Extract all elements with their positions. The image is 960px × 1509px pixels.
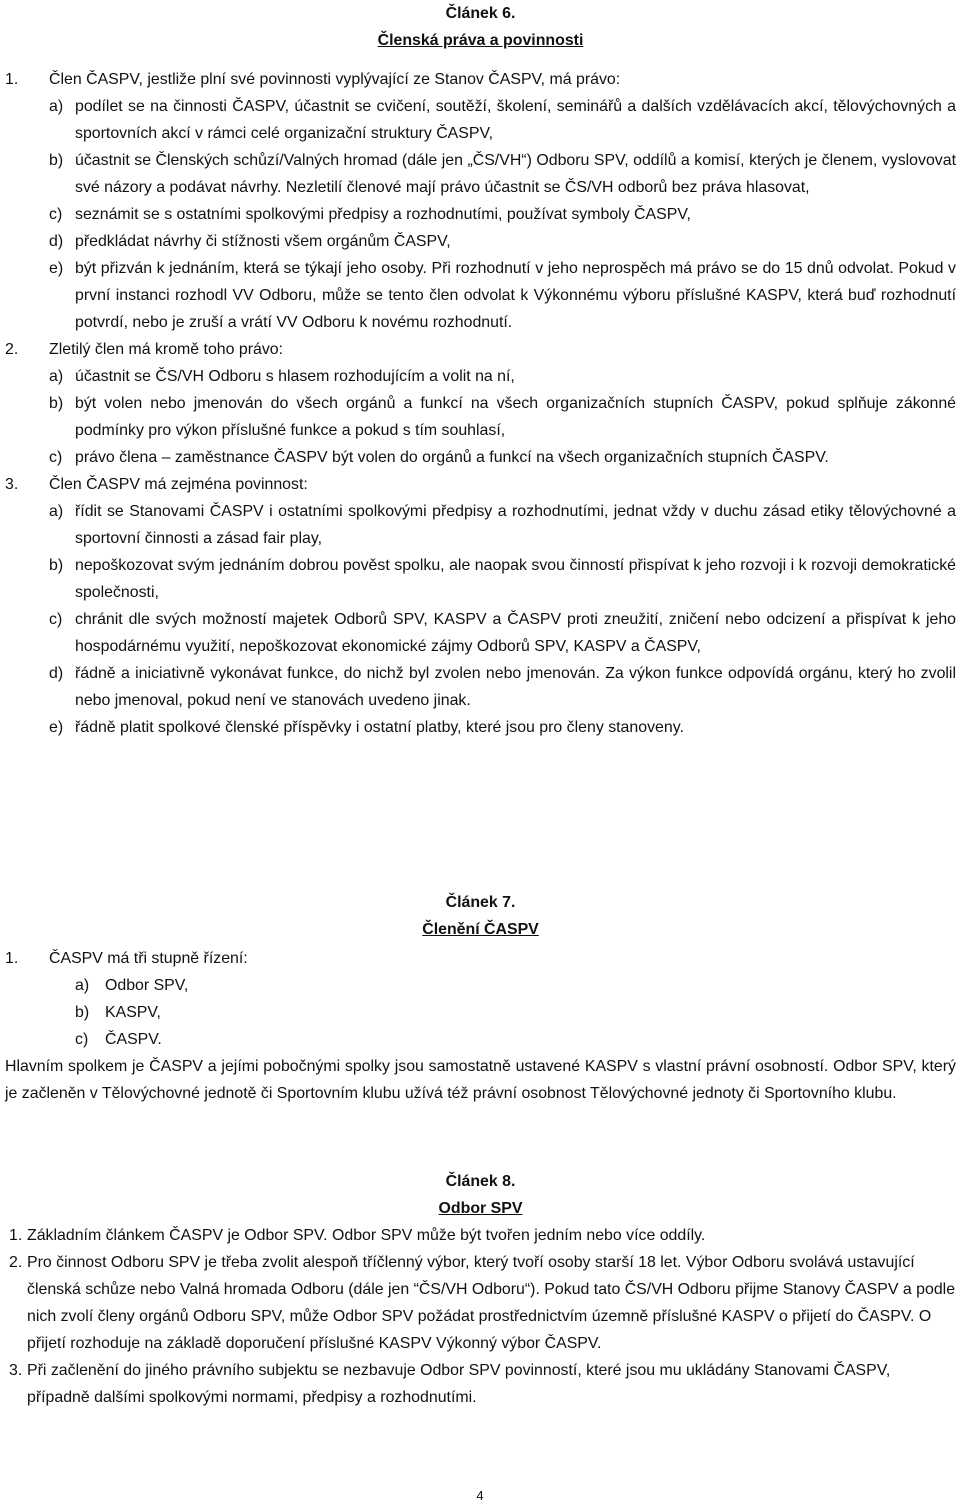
list-marker: c) — [49, 206, 63, 223]
a6-point-2-number: 2. — [5, 341, 19, 358]
list-marker: e) — [49, 719, 64, 736]
a7-paragraph: Hlavním spolkem je ČASPV a jejími pobočnými spolky jsou samostatně ustavené KASPV s vlastní právní osobností. Odbor SPV, který je začleněn v Tělovýchovné jednotě či Sportovním klubu užívá též právní osobnost Tělovýchovné jednoty či Sportovního klubu. — [5, 1058, 956, 1102]
list-marker: d) — [49, 665, 64, 682]
a6-p1-item-c — [5, 201, 956, 228]
page-number: 4 — [476, 1488, 484, 1503]
a6-p1-item-b — [5, 147, 956, 201]
article-7-subtitle: Členění ČASPV — [422, 921, 539, 938]
a8-point-3-number: 3. — [9, 1362, 23, 1379]
a7-point-1 — [5, 945, 956, 972]
a7-item-b — [5, 999, 956, 1026]
article-7-heading — [5, 889, 956, 943]
list-item-text: řádně platit spolkové členské příspěvky i ostatní platby, které jsou pro členy stanoveny. — [75, 719, 684, 736]
a6-point-3-number: 3. — [5, 476, 19, 493]
a6-point-1-text: Člen ČASPV, jestliže plní své povinnosti vyplývající ze Stanov ČASPV, má právo: — [49, 71, 621, 88]
article-8-subtitle: Odbor SPV — [438, 1200, 523, 1217]
a6-point-1-number: 1. — [5, 71, 19, 88]
article-6-title: Článek 6. — [445, 5, 516, 22]
a6-p1-item-a — [5, 93, 956, 147]
list-item-text: právo člena – zaměstnance ČASPV být volen do orgánů a funkcí na všech organizačních stupních ČASPV. — [75, 449, 829, 466]
article-8 — [5, 1168, 956, 1411]
a8-point-3-text: Při začlenění do jiného právního subjektu se nezbavuje Odbor SPV povinností, které jsou mu ukládány Stanovami ČASPV, případně dalšími spolkovými normami, předpisy a rozhodnutími. — [27, 1362, 891, 1406]
list-marker: b) — [49, 395, 64, 412]
article-7 — [5, 889, 956, 1107]
a6-p3-item-c — [5, 606, 956, 660]
list-marker: b) — [75, 1004, 90, 1021]
list-item-text: řádně a iniciativně vykonávat funkce, do nichž byl zvolen nebo jmenován. Za výkon funkce odpovídá orgánu, který ho zvolil nebo jmenoval, pokud není ve stanovách uvedeno jinak. — [75, 665, 956, 709]
a6-point-2 — [5, 336, 956, 363]
list-marker: a) — [49, 503, 64, 520]
list-marker: c) — [49, 449, 63, 466]
a6-p3-item-a — [5, 498, 956, 552]
a8-point-2-text: Pro činnost Odboru SPV je třeba zvolit alespoň tříčlenný výbor, který tvoří osoby starší 18 let. Výbor Odboru svolává ustavující členská schůze nebo Valná hromada Odboru (dále jen “ČS/VH Odboru“). Pokud tato ČS/VH Odboru přijme Stanovy ČASPV a podle nich zvolí členy orgánů Odboru SPV, může Odbor SPV požádat prostřednictvím územně příslušné KASPV o přijetí do ČASPV. O přijetí rozhoduje na základě doporučení příslušné KASPV Výkonný výbor ČASPV. — [27, 1254, 956, 1352]
article-8-heading — [5, 1168, 956, 1222]
a8-point-1-text: Základním článkem ČASPV je Odbor SPV. Odbor SPV může být tvořen jedním nebo více oddíly. — [27, 1227, 706, 1244]
a8-point-2-number: 2. — [9, 1254, 23, 1271]
a6-p3-item-b — [5, 552, 956, 606]
a8-point-2 — [5, 1249, 956, 1357]
a7-point-1-number: 1. — [5, 950, 19, 967]
article-7-title: Článek 7. — [445, 894, 516, 911]
list-marker: a) — [49, 368, 64, 385]
list-item-text: účastnit se ČS/VH Odboru s hlasem rozhodujícím a volit na ní, — [75, 368, 515, 385]
a7-item-c — [5, 1026, 956, 1053]
a6-p2-item-b — [5, 390, 956, 444]
a6-point-3-text: Člen ČASPV má zejména povinnost: — [49, 476, 308, 493]
a6-point-2-text: Zletilý člen má kromě toho právo: — [49, 341, 284, 358]
list-item-text: Odbor SPV, — [105, 977, 189, 994]
a6-p2-item-a — [5, 363, 956, 390]
a6-p1-item-e — [5, 255, 956, 336]
a8-point-3 — [5, 1357, 956, 1411]
list-item-text: řídit se Stanovami ČASPV i ostatními spolkovými předpisy a rozhodnutími, jednat vždy v duchu zásad etiky tělovýchovné a sportovní činnosti a zásad fair play, — [75, 503, 956, 547]
a6-p1-item-d — [5, 228, 956, 255]
a6-p3-item-d — [5, 660, 956, 714]
article-6-heading — [5, 0, 956, 54]
list-item-text: ČASPV. — [105, 1031, 162, 1048]
list-item-text: podílet se na činnosti ČASPV, účastnit se cvičení, soutěží, školení, seminářů a dalších vzdělávacích akcí, tělovýchovných a sportovních akcí v rámci celé organizační struktury ČASPV, — [75, 98, 956, 142]
list-marker: a) — [75, 977, 90, 994]
a6-point-3 — [5, 471, 956, 498]
list-marker: b) — [49, 152, 64, 169]
list-marker: d) — [49, 233, 64, 250]
list-marker: b) — [49, 557, 64, 574]
list-item-text: KASPV, — [105, 1004, 161, 1021]
article-8-title: Článek 8. — [445, 1173, 516, 1190]
a7-point-1-text: ČASPV má tři stupně řízení: — [49, 950, 248, 967]
a6-p2-item-c — [5, 444, 956, 471]
article-6 — [5, 0, 956, 741]
list-item-text: chránit dle svých možností majetek Odborů SPV, KASPV a ČASPV proti zneužití, zničení nebo odcizení a přispívat k jeho hospodárnému využití, nepoškozovat ekonomické zájmy Odborů SPV, KASPV a ČASPV, — [75, 611, 956, 655]
list-item-text: být volen nebo jmenován do všech orgánů a funkcí na všech organizačních stupních ČASPV, pokud splňuje zákonné podmínky pro výkon příslušné funkce a pokud s tím souhlasí, — [75, 395, 956, 439]
list-item-text: předkládat návrhy či stížnosti všem orgánům ČASPV, — [75, 233, 451, 250]
list-item-text: seznámit se s ostatními spolkovými předpisy a rozhodnutími, používat symboly ČASPV, — [75, 206, 691, 223]
a8-point-1 — [5, 1222, 956, 1249]
a7-item-a — [5, 972, 956, 999]
list-item-text: účastnit se Členských schůzí/Valných hromad (dále jen „ČS/VH“) Odboru SPV, oddílů a komisí, kterých je členem, vyslovovat své názory a podávat návrhy. Nezletilí členové mají právo účastnit se ČS/VH odborů bez práva hlasovat, — [75, 152, 956, 196]
article-6-subtitle: Členská práva a povinnosti — [377, 32, 584, 49]
list-marker: a) — [49, 98, 64, 115]
list-item-text: být přizván k jednáním, která se týkají jeho osoby. Při rozhodnutí v jeho neprospěch má právo se do 15 dnů odvolat. Pokud v první instanci rozhodl VV Odboru, může se tento člen odvolat k Výkonnému výboru příslušné KASPV, která buď rozhodnutí potvrdí, nebo je zruší a vrátí VV Odboru k novému rozhodnutí. — [75, 260, 956, 331]
list-item-text: nepoškozovat svým jednáním dobrou pověst spolku, ale naopak svou činností přispívat k jeho rozvoji i k rozvoji demokratické společnosti, — [75, 557, 956, 601]
a6-p3-item-e — [5, 714, 956, 741]
list-marker: e) — [49, 260, 64, 277]
a8-point-1-number: 1. — [9, 1227, 23, 1244]
a6-point-1 — [5, 66, 956, 93]
list-marker: c) — [75, 1031, 89, 1048]
list-marker: c) — [49, 611, 63, 628]
